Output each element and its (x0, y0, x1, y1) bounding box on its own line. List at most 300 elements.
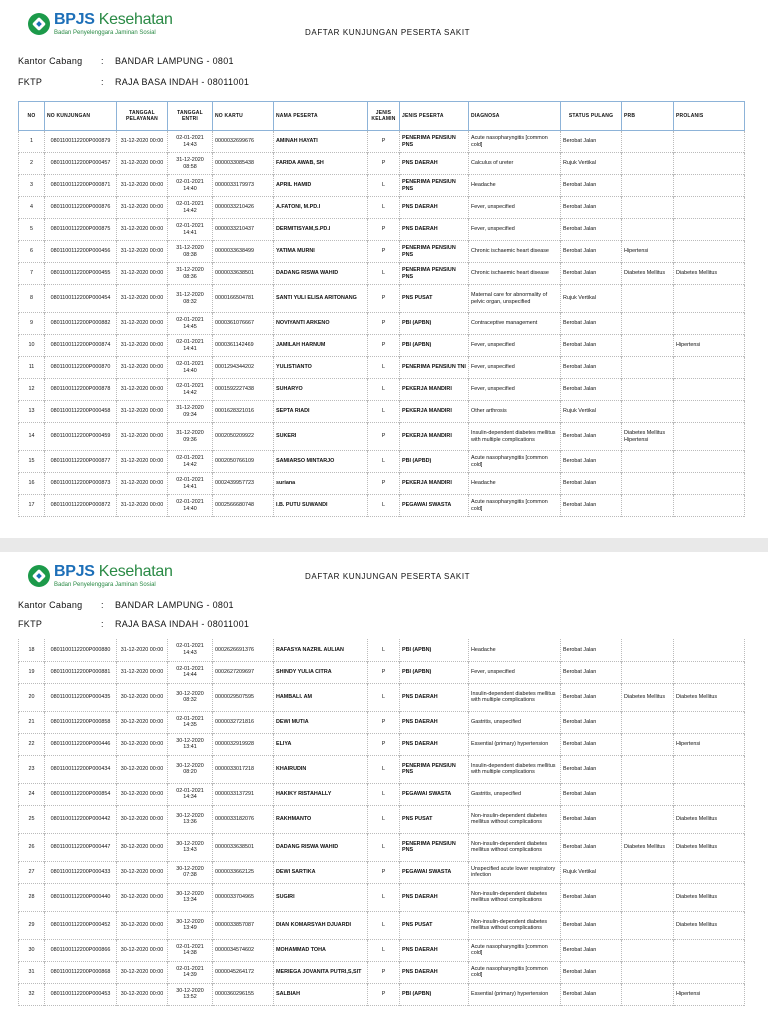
cell-no: 20 (19, 683, 45, 711)
table-row (19, 423, 745, 451)
cell-tanggal-pelayanan: 30-12-2020 00:00 (117, 983, 168, 1005)
kantor-value: BANDAR LAMPUNG - 0801 (115, 600, 234, 610)
table-row (19, 911, 745, 939)
cell-tanggal-pelayanan: 30-12-2020 00:00 (117, 833, 168, 861)
cell-tanggal-pelayanan: 31-12-2020 00:00 (117, 241, 168, 263)
cell-prb (622, 783, 674, 805)
cell-no-kunjungan: 0801100112200P000440 (45, 883, 117, 911)
cell-diagnosa: Non-insulin-dependent diabetes mellitus without complications (469, 911, 561, 939)
fktp-value: RAJA BASA INDAH - 08011001 (115, 77, 250, 87)
table-row (19, 285, 745, 313)
cell-no-kunjungan: 0801100112200P000442 (45, 805, 117, 833)
cell-tanggal-pelayanan: 31-12-2020 00:00 (117, 175, 168, 197)
cell-nama-peserta: ELIYA (274, 733, 368, 755)
cell-jenis-kelamin: P (368, 219, 400, 241)
cell-nama-peserta: SUGIRI (274, 883, 368, 911)
cell-no-kunjungan: 0801100112200P000881 (45, 661, 117, 683)
cell-nama-peserta: MERIEGA JOVANITA PUTRI,S,SIT (274, 961, 368, 983)
cell-no-kunjungan: 0801100112200P000882 (45, 313, 117, 335)
table-row (19, 983, 745, 1005)
cell-nama-peserta: A.FATONI, M.PD.I (274, 197, 368, 219)
cell-tanggal-pelayanan: 30-12-2020 00:00 (117, 939, 168, 961)
cell-status-pulang: Berobat Jalan (561, 451, 622, 473)
table-row (19, 961, 745, 983)
cell-prolanis: Hipertensi (674, 335, 745, 357)
cell-prb: Diabetes Mellitus Hipertensi (622, 423, 674, 451)
fktp-label: FKTP (18, 619, 43, 629)
table-row (19, 241, 745, 263)
cell-no-kunjungan: 0801100112200P000870 (45, 357, 117, 379)
fktp-label: FKTP (18, 77, 43, 87)
cell-prb (622, 733, 674, 755)
cell-diagnosa: Acute nasopharyngitis [common cold] (469, 451, 561, 473)
cell-status-pulang: Berobat Jalan (561, 241, 622, 263)
cell-status-pulang: Berobat Jalan (561, 197, 622, 219)
cell-diagnosa: Headache (469, 175, 561, 197)
cell-status-pulang: Berobat Jalan (561, 911, 622, 939)
cell-prolanis (674, 313, 745, 335)
table-row (19, 861, 745, 883)
cell-diagnosa: Gastritis, unspecified (469, 783, 561, 805)
cell-no: 15 (19, 451, 45, 473)
cell-no-kunjungan: 0801100112200P000453 (45, 983, 117, 1005)
column-header-prb: PRB (622, 102, 674, 131)
cell-prb (622, 861, 674, 883)
cell-tanggal-entri: 31-12-2020 08:32 (168, 285, 213, 313)
cell-jenis-kelamin: L (368, 783, 400, 805)
cell-jenis-kelamin: P (368, 661, 400, 683)
cell-jenis-peserta: PNS DAERAH (400, 219, 469, 241)
cell-no: 10 (19, 335, 45, 357)
cell-no: 14 (19, 423, 45, 451)
cell-tanggal-entri: 02-01-2021 14:42 (168, 197, 213, 219)
column-header-jenis-kelamin: JENIS KELAMIN (368, 102, 400, 131)
cell-no-kunjungan: 0801100112200P000446 (45, 733, 117, 755)
cell-jenis-kelamin: P (368, 313, 400, 335)
cell-no: 18 (19, 639, 45, 661)
cell-no: 31 (19, 961, 45, 983)
column-header-no-kunjungan: NO KUNJUNGAN (45, 102, 117, 131)
cell-tanggal-pelayanan: 31-12-2020 00:00 (117, 451, 168, 473)
cell-jenis-peserta: PEGAWAI SWASTA (400, 861, 469, 883)
cell-jenis-kelamin: L (368, 833, 400, 861)
cell-diagnosa: Unspecified acute lower respiratory infection (469, 861, 561, 883)
cell-no-kartu: 0000361076667 (213, 313, 274, 335)
cell-no-kunjungan: 0801100112200P000880 (45, 639, 117, 661)
cell-status-pulang: Rujuk Vertikal (561, 861, 622, 883)
logo-brand-sub: Kesehatan (98, 11, 173, 28)
cell-status-pulang: Rujuk Vertikal (561, 285, 622, 313)
table-row (19, 661, 745, 683)
cell-prb (622, 939, 674, 961)
page-separator (0, 538, 768, 552)
cell-no-kartu: 0002626691376 (213, 639, 274, 661)
column-header-no: NO (19, 102, 45, 131)
cell-no: 27 (19, 861, 45, 883)
cell-jenis-kelamin: P (368, 153, 400, 175)
cell-status-pulang: Berobat Jalan (561, 805, 622, 833)
cell-tanggal-entri: 02-01-2021 14:43 (168, 131, 213, 153)
column-header-tanggal-entri: TANGGAL ENTRI (168, 102, 213, 131)
fktp-colon: : (101, 619, 104, 629)
cell-no: 5 (19, 219, 45, 241)
cell-no-kartu: 0000033085438 (213, 153, 274, 175)
table-row (19, 175, 745, 197)
cell-tanggal-entri: 02-01-2021 14:44 (168, 661, 213, 683)
kantor-label: Kantor Cabang (18, 56, 83, 66)
cell-status-pulang: Berobat Jalan (561, 175, 622, 197)
cell-jenis-peserta: PBI (APBN) (400, 639, 469, 661)
cell-status-pulang: Berobat Jalan (561, 263, 622, 285)
cell-no-kartu: 0000033857087 (213, 911, 274, 939)
cell-no-kunjungan: 0801100112200P000434 (45, 755, 117, 783)
cell-no-kartu: 0000033210437 (213, 219, 274, 241)
cell-nama-peserta: APRIL HAMID (274, 175, 368, 197)
cell-no-kartu: 0001628321016 (213, 401, 274, 423)
cell-prolanis (674, 241, 745, 263)
cell-diagnosa: Other arthrosis (469, 401, 561, 423)
table-row (19, 805, 745, 833)
cell-diagnosa: Essential (primary) hypertension (469, 983, 561, 1005)
cell-jenis-kelamin: L (368, 495, 400, 517)
cell-diagnosa: Non-insulin-dependent diabetes mellitus without complications (469, 833, 561, 861)
cell-no-kunjungan: 0801100112200P000456 (45, 241, 117, 263)
cell-tanggal-pelayanan: 30-12-2020 00:00 (117, 805, 168, 833)
cell-status-pulang: Berobat Jalan (561, 939, 622, 961)
cell-tanggal-entri: 30-12-2020 08:20 (168, 755, 213, 783)
table-header (19, 102, 745, 131)
cell-no: 22 (19, 733, 45, 755)
cell-jenis-peserta: PNS DAERAH (400, 197, 469, 219)
table-body (19, 131, 745, 517)
cell-tanggal-entri: 02-01-2021 14:35 (168, 711, 213, 733)
cell-status-pulang: Berobat Jalan (561, 833, 622, 861)
cell-tanggal-entri: 02-01-2021 14:41 (168, 473, 213, 495)
cell-prolanis (674, 451, 745, 473)
cell-prb: Diabetes Mellitus (622, 833, 674, 861)
cell-tanggal-pelayanan: 31-12-2020 00:00 (117, 335, 168, 357)
cell-prolanis (674, 639, 745, 661)
cell-prb (622, 401, 674, 423)
cell-nama-peserta: SUKERI (274, 423, 368, 451)
bpjs-logo (28, 564, 173, 588)
cell-diagnosa: Calculus of ureter (469, 153, 561, 175)
cell-tanggal-pelayanan: 30-12-2020 00:00 (117, 711, 168, 733)
cell-jenis-kelamin: L (368, 939, 400, 961)
cell-prb (622, 335, 674, 357)
cell-tanggal-pelayanan: 31-12-2020 00:00 (117, 219, 168, 241)
cell-jenis-kelamin: P (368, 733, 400, 755)
cell-tanggal-entri: 02-01-2021 14:42 (168, 379, 213, 401)
cell-prb (622, 379, 674, 401)
cell-jenis-peserta: PEKERJA MANDIRI (400, 473, 469, 495)
cell-prolanis (674, 661, 745, 683)
cell-prolanis (674, 423, 745, 451)
column-header-prolanis: PROLANIS (674, 102, 745, 131)
cell-prolanis: Diabetes Mellitus (674, 833, 745, 861)
cell-status-pulang: Berobat Jalan (561, 755, 622, 783)
cell-tanggal-pelayanan: 30-12-2020 00:00 (117, 911, 168, 939)
cell-no-kartu: 0000033210426 (213, 197, 274, 219)
cell-no: 26 (19, 833, 45, 861)
column-header-nama-peserta: NAMA PESERTA (274, 102, 368, 131)
cell-prb (622, 805, 674, 833)
table-row (19, 883, 745, 911)
cell-prolanis: Hipertensi (674, 733, 745, 755)
cell-status-pulang: Berobat Jalan (561, 733, 622, 755)
cell-prolanis: Diabetes Mellitus (674, 911, 745, 939)
cell-tanggal-entri: 31-12-2020 09:34 (168, 401, 213, 423)
table-row (19, 263, 745, 285)
cell-nama-peserta: SUHARYO (274, 379, 368, 401)
table-row (19, 379, 745, 401)
cell-no-kunjungan: 0801100112200P000458 (45, 401, 117, 423)
cell-jenis-peserta: PBI (APBN) (400, 661, 469, 683)
cell-no-kartu: 0000033017218 (213, 755, 274, 783)
cell-status-pulang: Berobat Jalan (561, 639, 622, 661)
cell-tanggal-pelayanan: 31-12-2020 00:00 (117, 379, 168, 401)
cell-no-kunjungan: 0801100112200P000454 (45, 285, 117, 313)
cell-no-kunjungan: 0801100112200P000878 (45, 379, 117, 401)
cell-no-kartu: 0000032699676 (213, 131, 274, 153)
cell-tanggal-pelayanan: 30-12-2020 00:00 (117, 883, 168, 911)
cell-tanggal-entri: 02-01-2021 14:43 (168, 639, 213, 661)
cell-no-kunjungan: 0801100112200P000433 (45, 861, 117, 883)
cell-prolanis (674, 285, 745, 313)
cell-nama-peserta: SANTI YULI ELISA ARITONANG (274, 285, 368, 313)
cell-no-kunjungan: 0801100112200P000876 (45, 197, 117, 219)
cell-tanggal-entri: 02-01-2021 14:38 (168, 939, 213, 961)
cell-jenis-kelamin: L (368, 197, 400, 219)
cell-jenis-peserta: PNS DAERAH (400, 939, 469, 961)
cell-prolanis (674, 961, 745, 983)
cell-tanggal-entri: 30-12-2020 13:49 (168, 911, 213, 939)
cell-prolanis (674, 153, 745, 175)
cell-status-pulang: Rujuk Vertikal (561, 401, 622, 423)
cell-status-pulang: Berobat Jalan (561, 219, 622, 241)
cell-nama-peserta: HAKIKY RISTAHALLY (274, 783, 368, 805)
cell-tanggal-pelayanan: 31-12-2020 00:00 (117, 495, 168, 517)
cell-prolanis (674, 939, 745, 961)
cell-no-kunjungan: 0801100112200P000871 (45, 175, 117, 197)
cell-prb: Diabetes Mellitus (622, 263, 674, 285)
column-header-no-kartu: NO KARTU (213, 102, 274, 131)
cell-nama-peserta: FARIDA AWAB, SH (274, 153, 368, 175)
cell-tanggal-entri: 30-12-2020 13:52 (168, 983, 213, 1005)
cell-tanggal-entri: 30-12-2020 13:34 (168, 883, 213, 911)
column-header-tanggal-pelayanan: TANGGAL PELAYANAN (117, 102, 168, 131)
cell-prb (622, 983, 674, 1005)
cell-no-kunjungan: 0801100112200P000435 (45, 683, 117, 711)
cell-diagnosa: Headache (469, 639, 561, 661)
cell-prolanis (674, 357, 745, 379)
cell-nama-peserta: DADANG RISWA WAHID (274, 833, 368, 861)
cell-no-kartu: 0000034574602 (213, 939, 274, 961)
bpjs-logo-icon (28, 13, 50, 35)
cell-tanggal-pelayanan: 31-12-2020 00:00 (117, 197, 168, 219)
cell-tanggal-entri: 02-01-2021 14:41 (168, 335, 213, 357)
cell-status-pulang: Berobat Jalan (561, 357, 622, 379)
cell-no-kartu: 0000033662125 (213, 861, 274, 883)
cell-prb (622, 661, 674, 683)
cell-prb (622, 755, 674, 783)
bpjs-logo (28, 12, 173, 36)
cell-jenis-kelamin: P (368, 473, 400, 495)
cell-no: 12 (19, 379, 45, 401)
kantor-colon: : (101, 56, 104, 66)
cell-diagnosa: Acute nasopharyngitis [common cold] (469, 961, 561, 983)
cell-jenis-kelamin: P (368, 285, 400, 313)
cell-diagnosa: Insulin-dependent diabetes mellitus with multiple complications (469, 683, 561, 711)
cell-jenis-peserta: PEKERJA MANDIRI (400, 379, 469, 401)
table-row (19, 783, 745, 805)
cell-no-kartu: 0000033182076 (213, 805, 274, 833)
cell-status-pulang: Berobat Jalan (561, 379, 622, 401)
cell-no-kunjungan: 0801100112200P000874 (45, 335, 117, 357)
cell-prb (622, 219, 674, 241)
cell-prb (622, 495, 674, 517)
cell-tanggal-pelayanan: 31-12-2020 00:00 (117, 263, 168, 285)
cell-no: 3 (19, 175, 45, 197)
cell-diagnosa: Chronic ischaemic heart disease (469, 241, 561, 263)
cell-diagnosa: Fever, unspecified (469, 661, 561, 683)
cell-status-pulang: Berobat Jalan (561, 661, 622, 683)
cell-tanggal-pelayanan: 31-12-2020 00:00 (117, 285, 168, 313)
cell-no-kunjungan: 0801100112200P000866 (45, 939, 117, 961)
cell-no: 8 (19, 285, 45, 313)
cell-no-kartu: 0002050209922 (213, 423, 274, 451)
cell-status-pulang: Berobat Jalan (561, 335, 622, 357)
cell-jenis-peserta: PENERIMA PENSIUN PNS (400, 131, 469, 153)
cell-diagnosa: Maternal care for abnormality of pelvic organ, unspecified (469, 285, 561, 313)
cell-tanggal-entri: 02-01-2021 14:40 (168, 357, 213, 379)
cell-prb (622, 153, 674, 175)
cell-no: 2 (19, 153, 45, 175)
table-row (19, 401, 745, 423)
cell-diagnosa: Acute nasopharyngitis [common cold] (469, 495, 561, 517)
cell-status-pulang: Berobat Jalan (561, 983, 622, 1005)
cell-jenis-kelamin: L (368, 401, 400, 423)
cell-status-pulang: Berobat Jalan (561, 423, 622, 451)
cell-nama-peserta: YULISTIANTO (274, 357, 368, 379)
cell-diagnosa: Acute nasopharyngitis [common cold] (469, 939, 561, 961)
cell-no-kartu: 0000360296155 (213, 983, 274, 1005)
cell-jenis-kelamin: L (368, 451, 400, 473)
cell-diagnosa: Contraceptive management (469, 313, 561, 335)
cell-tanggal-entri: 02-01-2021 14:41 (168, 219, 213, 241)
cell-prb (622, 883, 674, 911)
cell-jenis-peserta: PENERIMA PENSIUN PNS (400, 241, 469, 263)
cell-status-pulang: Rujuk Vertikal (561, 153, 622, 175)
cell-no-kartu: 0000033638501 (213, 263, 274, 285)
cell-prb (622, 473, 674, 495)
cell-tanggal-entri: 31-12-2020 08:38 (168, 241, 213, 263)
cell-no-kartu: 0002050766109 (213, 451, 274, 473)
bpjs-logo-icon (28, 565, 50, 587)
cell-jenis-peserta: PNS PUSAT (400, 805, 469, 833)
cell-no: 23 (19, 755, 45, 783)
cell-tanggal-entri: 31-12-2020 08:58 (168, 153, 213, 175)
cell-no-kunjungan: 0801100112200P000452 (45, 911, 117, 939)
cell-jenis-peserta: PNS PUSAT (400, 285, 469, 313)
cell-diagnosa: Non-insulin-dependent diabetes mellitus without complications (469, 805, 561, 833)
cell-prolanis: Diabetes Mellitus (674, 263, 745, 285)
cell-no: 7 (19, 263, 45, 285)
cell-prb (622, 175, 674, 197)
logo-brand-sub: Kesehatan (98, 563, 173, 580)
cell-no: 13 (19, 401, 45, 423)
cell-tanggal-entri: 30-12-2020 07:38 (168, 861, 213, 883)
cell-jenis-peserta: PBI (APBN) (400, 335, 469, 357)
cell-jenis-kelamin: P (368, 711, 400, 733)
cell-prb (622, 131, 674, 153)
table-row (19, 711, 745, 733)
cell-jenis-kelamin: L (368, 379, 400, 401)
cell-nama-peserta: DEWI MUTIA (274, 711, 368, 733)
cell-nama-peserta: HAMBALI. AM (274, 683, 368, 711)
table-row (19, 755, 745, 783)
cell-tanggal-pelayanan: 30-12-2020 00:00 (117, 755, 168, 783)
cell-jenis-peserta: PEKERJA MANDIRI (400, 401, 469, 423)
cell-no: 29 (19, 911, 45, 939)
cell-no-kunjungan: 0801100112200P000858 (45, 711, 117, 733)
cell-diagnosa: Headache (469, 473, 561, 495)
cell-no: 25 (19, 805, 45, 833)
cell-jenis-kelamin: P (368, 131, 400, 153)
cell-diagnosa: Insulin-dependent diabetes mellitus with multiple complications (469, 423, 561, 451)
cell-tanggal-pelayanan: 30-12-2020 00:00 (117, 861, 168, 883)
cell-tanggal-entri: 30-12-2020 13:36 (168, 805, 213, 833)
cell-no-kunjungan: 0801100112200P000872 (45, 495, 117, 517)
fktp-value: RAJA BASA INDAH - 08011001 (115, 619, 250, 629)
kantor-label: Kantor Cabang (18, 600, 83, 610)
cell-prb (622, 639, 674, 661)
cell-nama-peserta: suriana (274, 473, 368, 495)
cell-jenis-kelamin: L (368, 639, 400, 661)
cell-status-pulang: Berobat Jalan (561, 131, 622, 153)
table-body (19, 639, 745, 1005)
cell-jenis-peserta: PENERIMA PENSIUN PNS (400, 175, 469, 197)
cell-jenis-kelamin: P (368, 961, 400, 983)
table-row (19, 683, 745, 711)
table-row (19, 131, 745, 153)
page-title: DAFTAR KUNJUNGAN PESERTA SAKIT (305, 28, 471, 37)
table-row (19, 833, 745, 861)
cell-nama-peserta: DIAN KOMARSYAH DJUARDI (274, 911, 368, 939)
cell-no: 17 (19, 495, 45, 517)
cell-tanggal-entri: 02-01-2021 14:40 (168, 495, 213, 517)
cell-nama-peserta: AMINAH HAYATI (274, 131, 368, 153)
cell-tanggal-pelayanan: 31-12-2020 00:00 (117, 131, 168, 153)
cell-jenis-kelamin: P (368, 861, 400, 883)
logo-tagline: Badan Penyelenggara Jaminan Sosial (54, 30, 156, 36)
cell-jenis-kelamin: L (368, 263, 400, 285)
cell-jenis-peserta: PNS DAERAH (400, 711, 469, 733)
cell-nama-peserta: RAKHMANTO (274, 805, 368, 833)
cell-tanggal-entri: 02-01-2021 14:45 (168, 313, 213, 335)
cell-no-kartu: 0000033638501 (213, 833, 274, 861)
cell-status-pulang: Berobat Jalan (561, 883, 622, 911)
cell-status-pulang: Berobat Jalan (561, 783, 622, 805)
table-row (19, 153, 745, 175)
cell-jenis-peserta: PENERIMA PENSIUN PNS (400, 833, 469, 861)
cell-jenis-kelamin: L (368, 883, 400, 911)
cell-diagnosa: Fever, unspecified (469, 379, 561, 401)
cell-prolanis (674, 401, 745, 423)
cell-jenis-peserta: PENERIMA PENSIUN TNI (400, 357, 469, 379)
cell-diagnosa: Fever, unspecified (469, 219, 561, 241)
report-page-2 (0, 552, 768, 1024)
